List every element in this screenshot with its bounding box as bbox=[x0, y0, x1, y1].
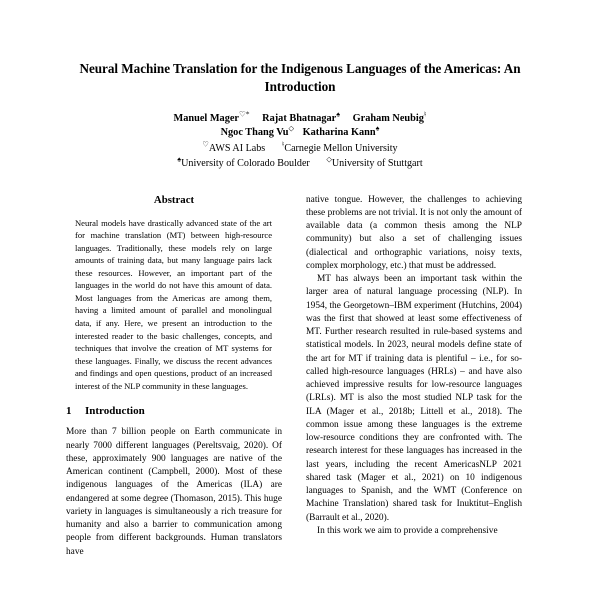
author-entry bbox=[173, 109, 250, 126]
affiliation-entry bbox=[326, 157, 422, 172]
affiliation-marker: ♮ bbox=[281, 141, 285, 150]
author-entry bbox=[353, 112, 427, 126]
section-title: Introduction bbox=[85, 405, 145, 418]
author-name: Manuel Mager bbox=[173, 113, 239, 124]
page-title: Neural Machine Translation for the Indigenous Languages of the Americas: An Introduction bbox=[79, 61, 521, 94]
affiliation-entry bbox=[177, 157, 310, 172]
affiliation-list bbox=[66, 142, 534, 171]
author-affiliation-marker: ♠ bbox=[375, 124, 380, 133]
affiliation-name: University of Colorado Boulder bbox=[181, 158, 310, 169]
author-name: Ngoc Thang Vu bbox=[220, 127, 289, 139]
affiliation-marker: ♠ bbox=[177, 155, 182, 164]
author-affiliation-marker: ♡* bbox=[238, 109, 250, 119]
author-affiliation-marker: ◇ bbox=[288, 124, 295, 133]
author-list bbox=[66, 109, 534, 140]
affiliation-name: Carnegie Mellon University bbox=[284, 143, 398, 155]
affiliation-marker: ♡ bbox=[202, 141, 209, 150]
paragraph: In this work we aim to provide a comprehensive bbox=[317, 525, 498, 536]
affiliation-entry bbox=[282, 142, 398, 157]
affiliation-name: AWS AI Labs bbox=[208, 143, 266, 155]
author-name: Rajat Bhatnagar bbox=[262, 113, 337, 124]
author-row-1 bbox=[66, 109, 534, 126]
abstract-text: Neural models have drastically advanced state of the art for machine translation (MT) between high-resource languages. Traditionally, these models rely on large amounts of training data, but many language pairs lack these resources. However, an important part of the languages in the world do not have this amount of data. Most languages from the Americas are among them, having a limited amount of parallel and monolingual data, if any. Here, we present an introduction to the interested reader to the basic challenges, concepts, and techniques that involve the creation of MT systems for these languages. Finally, we discuss the recent advances and findings and open questions, product of an increased interest of the NLP community in these languages. bbox=[75, 217, 272, 391]
section-number: 1 bbox=[66, 405, 72, 418]
author-entry bbox=[262, 112, 340, 126]
author-entry bbox=[221, 126, 294, 140]
two-column-body bbox=[66, 194, 534, 559]
affiliation-row-1 bbox=[66, 142, 534, 157]
affiliation-name: University of Stuttgart bbox=[331, 158, 423, 169]
author-entry bbox=[303, 126, 380, 140]
author-affiliation-marker: ♠ bbox=[336, 110, 341, 119]
section-heading-introduction bbox=[66, 405, 282, 417]
affiliation-marker: ◇ bbox=[326, 155, 332, 164]
paragraph: More than 7 billion people on Earth communicate in nearly 7000 different languages (Pereltsvaig, 2020). Of these, approximately 900 languages are native of the American continent (Campbell, 2000). Most of these indigenous languages of the Americas (ILA) are endangered at some degree (Thomason, 2015). This huge variety in languages is simultaneously a rich treasure for humanity and also a barrier to communication among people from different backgrounds. Human translators have bbox=[66, 427, 282, 557]
author-name: Katharina Kann bbox=[302, 127, 376, 139]
author-affiliation-marker: ♮ bbox=[423, 110, 427, 119]
paragraph: native tongue. However, the challenges to achieving these problems are not trivial. It is not only the amount of available data (a common thesis among the NLP community) but also a set of challenging issues (dialectical and orthographic variations, noisy texts, complex morphology, etc.) that must be addressed. bbox=[306, 194, 522, 271]
paragraph: MT has always been an important task within the larger area of natural language processing (NLP). In 1954, the Georgetown–IBM experiment (Hutchins, 2004) was the first that showed at least some effectiveness of MT. Further research resulted in rule-based systems and statistical models. In 2023, neural models define state of the art for MT if training data is plentiful – i.e., for so-called high-resource languages (HRLs) – and have also achieved impressive results for low-resource languages (LRLs). MT is also the most studied NLP task for the ILA (Mager et al., 2018b; Littell et al., 2018). The common issue among these languages is the extreme low-resource conditions they are confronted with. The research interest for these languages has increased in the last years, including the recent AmericasNLP 2021 shared task (Mager et al., 2021) on 10 indigenous languages to Spanish, and the WMT (Conference on Machine Translation) shared task for Inuktitut–English (Barrault et al., 2020). bbox=[306, 274, 522, 523]
right-column bbox=[306, 194, 522, 539]
affiliation-row-2 bbox=[66, 157, 534, 172]
abstract-heading: Abstract bbox=[153, 193, 195, 206]
author-name: Graham Neubig bbox=[352, 113, 424, 124]
affiliation-entry bbox=[202, 142, 265, 157]
left-column bbox=[66, 194, 282, 559]
author-row-2 bbox=[66, 126, 534, 140]
